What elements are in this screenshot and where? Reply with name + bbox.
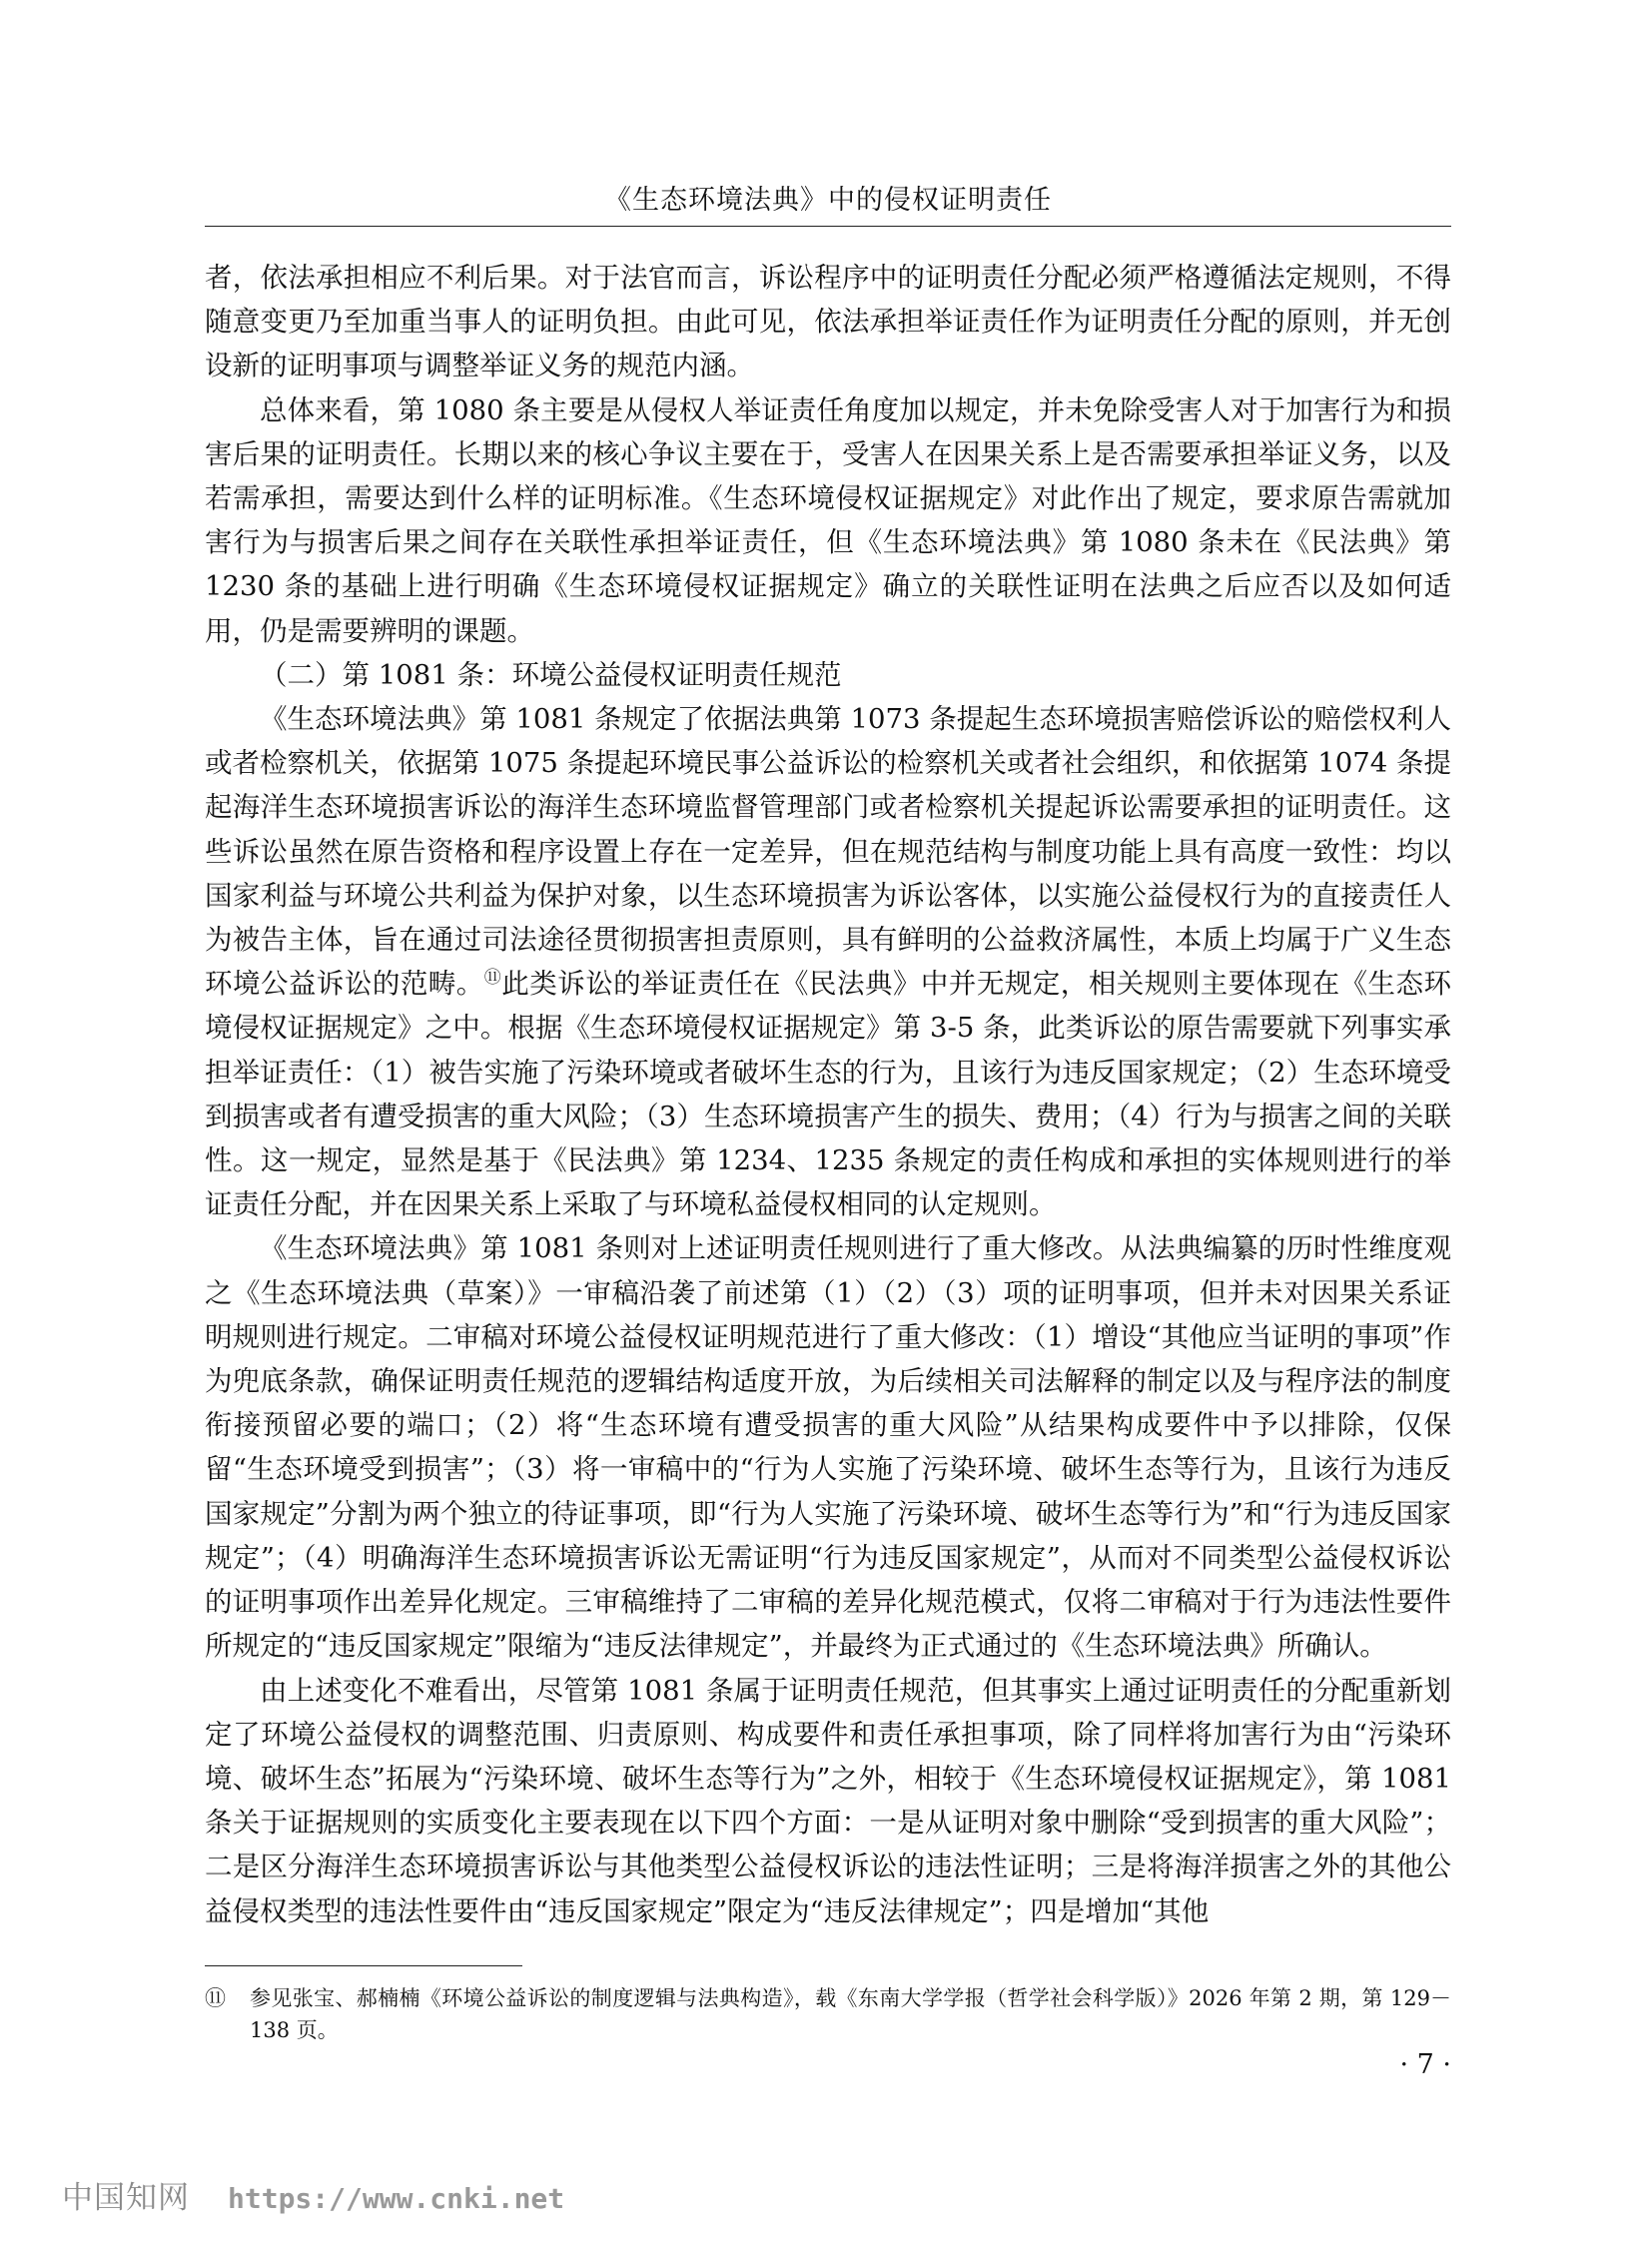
page-number: · 7 · — [1399, 2049, 1451, 2080]
footnote-rule — [205, 1965, 522, 1966]
paragraph-1: 者，依法承担相应不利后果。对于法官而言，诉讼程序中的证明责任分配必须严格遵循法定规则，不得随意变更乃至加重当事人的证明负担。由此可见，依法承担举证责任作为证明责任分配的原则，并无创设新的证明事项与调整举证义务的规范内涵。 — [205, 262, 1451, 382]
body-text — [205, 256, 1451, 1933]
paragraph-3-text: 《生态环境法典》第 1081 条规定了依据法典第 1073 条提起生态环境损害赔偿诉讼的赔偿权利人或者检察机关，依据第 1075 条提起环境民事公益诉讼的检察机关或者社会组织，和依据第 1074 条提起海洋生态环境损害诉讼的海洋生态环境监督管理部门或者检察机关提起诉讼需要承担的证明责任。这些诉讼虽然在原告资格和程序设置上存在一定差异，但在规范结构与制度功能上具有高度一致性：均以国家利益与环境公共利益为保护对象，以生态环境损害为诉讼客体，以实施公益侵权行为的直接责任人为被告主体，旨在通过司法途径贯彻损害担责原则，具有鲜明的公益救济属性，本质上均属于广义生态环境公益诉讼的范畴。 — [205, 703, 1451, 1001]
footnote — [205, 1982, 1451, 2046]
watermark — [62, 2172, 565, 2216]
paragraph-3-text-cont: 此类诉讼的举证责任在《民法典》中并无规定，相关规则主要体现在《生态环境侵权证据规定》之中。根据《生态环境侵权证据规定》第 3-5 条，此类诉讼的原告需要就下列事实承担举证责任：（1）被告实施了污染环境或者破坏生态的行为，且该行为违反国家规定；（2）生态环境受到损害或者有遭受损害的重大风险；（3）生态环境损害产生的损失、费用；（4）行为与损害之间的关联性。这一规定，显然是基于《民法典》第 1234、1235 条规定的责任构成和承担的实体规则进行的举证责任分配，并在因果关系上采取了与环境私益侵权相同的认定规则。 — [205, 968, 1452, 1221]
header-rule — [205, 226, 1451, 227]
running-header: 《生态环境法典》中的侵权证明责任 — [604, 185, 1052, 216]
watermark-logo: 中国知网 — [62, 2180, 190, 2216]
footnote-text: 参见张宝、郝楠楠《环境公益诉讼的制度逻辑与法典构造》，载《东南大学学报（哲学社会科学版）》2026 年第 2 期，第 129－138 页。 — [250, 1986, 1451, 2042]
watermark-url[interactable]: https://www.cnki.net — [228, 2182, 565, 2215]
paragraph-2: 总体来看，第 1080 条主要是从侵权人举证责任角度加以规定，并未免除受害人对于加害行为和损害后果的证明责任。长期以来的核心争议主要在于，受害人在因果关系上是否需要承担举证义务，以及若需承担，需要达到什么样的证明标准。《生态环境侵权证据规定》对此作出了规定，要求原告需就加害行为与损害后果之间存在关联性承担举证责任，但《生态环境法典》第 1080 条未在《民法典》第 1230 条的基础上进行明确《生态环境侵权证据规定》确立的关联性证明在法典之后应否以及如何适用，仍是需要辨明的课题。 — [205, 393, 1451, 647]
footnote-marker: ⑪ — [205, 1986, 226, 2010]
footnote-reference[interactable]: ⑪ — [483, 968, 502, 989]
paragraph-4: 《生态环境法典》第 1081 条则对上述证明责任规则进行了重大修改。从法典编纂的历时性维度观之《生态环境法典（草案）》一审稿沿袭了前述第（1）（2）（3）项的证明事项，但并未对因果关系证明规则进行规定。二审稿对环境公益侵权证明规范进行了重大修改：（1）增设“其他应当证明的事项”作为兜底条款，确保证明责任规范的逻辑结构适度开放，为后续相关司法解释的制定以及与程序法的制度衔接预留必要的端口；（2）将“生态环境有遭受损害的重大风险”从结果构成要件中予以排除，仅保留“生态环境受到损害”；（3）将一审稿中的“行为人实施了污染环境、破坏生态等行为，且该行为违反国家规定”分割为两个独立的待证事项，即“行为人实施了污染环境、破坏生态等行为”和“行为违反国家规定”；（4）明确海洋生态环境损害诉讼无需证明“行为违反国家规定”，从而对不同类型公益侵权诉讼的证明事项作出差异化规定。三审稿维持了二审稿的差异化规范模式，仅将二审稿对于行为违法性要件所规定的“违反国家规定”限缩为“违反法律规定”，并最终为正式通过的《生态环境法典》所确认。 — [205, 1232, 1451, 1663]
paragraph-5: 由上述变化不难看出，尽管第 1081 条属于证明责任规范，但其事实上通过证明责任的分配重新划定了环境公益侵权的调整范围、归责原则、构成要件和责任承担事项，除了同样将加害行为由“污染环境、破坏生态”拓展为“污染环境、破坏生态等行为”之外，相较于《生态环境侵权证据规定》，第 1081 条关于证据规则的实质变化主要表现在以下四个方面：一是从证明对象中删除“受到损害的重大风险”；二是区分海洋生态环境损害诉讼与其他类型公益侵权诉讼的违法性证明；三是将海洋损害之外的其他公益侵权类型的违法性要件由“违反国家规定”限定为“违反法律规定”；四是增加“其他 — [205, 1674, 1451, 1927]
section-heading: （二）第 1081 条：环境公益侵权证明责任规范 — [260, 658, 842, 691]
paragraph-3 — [205, 697, 1451, 1226]
